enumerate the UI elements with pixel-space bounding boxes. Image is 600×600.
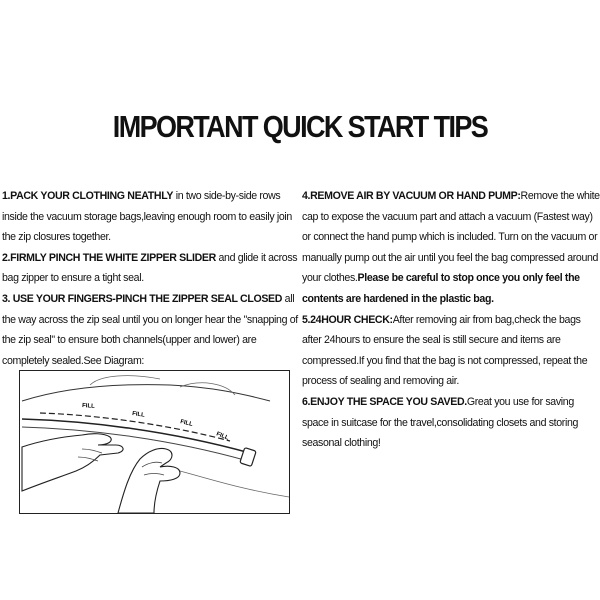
bag-bottom-edge [180,471,289,497]
tip-1-heading: 1.PACK YOUR CLOTHING NEATHLY [2,190,174,202]
instructions-left-column [2,186,298,371]
zipper-seal-diagram [19,370,290,514]
fill-label: FILL [215,431,230,442]
tip-2 [2,248,298,289]
right-hand-icon [118,448,180,513]
tip-2-text: and glide it across bag zipper to ensure a tight seal. [2,251,298,285]
tip-4-text: Remove the white cap to expose the vacuum part and attach a vacuum (Fastest way) or connect the hand pump which is included. Turn on the vacuum or manually pump out the air until you feel the bag compressed around your clothes. [302,190,600,285]
tip-3-heading: 3. USE YOUR FINGERS-PINCH THE ZIPPER SEAL CLOSED [2,292,283,305]
tip-4 [302,186,600,310]
tip-5-text: After removing air from bag,check the bags after 24hours to ensure the seal is still secure and items are compressed.If you find that the bag is not compressed, repeat the process of sealing and removing air. [302,313,588,388]
page-title: IMPORTANT QUICK START TIPS [112,110,488,144]
tip-3-text: all the way across the zip seal until you on longer hear the "snapping of the zip seal" to ensure both channels(upper and lower) are completely sealed.See Diagram: [2,292,298,367]
left-hand-icon [22,434,123,491]
zipper-seal-illustration [20,371,289,513]
tip-6-heading: 6.ENJOY THE SPACE YOU SAVED. [302,395,467,408]
tip-1 [2,186,298,248]
tip-6-text: Great you use for saving space in suitcase for the travel,consolidating closets and storing seasonal clothing! [302,395,579,450]
fill-label: FILL [179,419,194,429]
instructions-right-column [302,186,600,454]
fill-label: FILL [131,411,146,419]
tip-6 [302,392,600,454]
fill-label: FILL [81,403,95,410]
tip-2-heading: 2.FIRMLY PINCH THE WHITE ZIPPER SLIDER [2,251,216,264]
tip-4-warning: Please be careful to stop once you only feel the contents are hardened in the plastic bag. [302,272,580,305]
bag-fold-line [90,376,160,385]
tip-5-heading: 5.24HOUR CHECK: [302,313,393,326]
tip-5 [302,310,600,392]
tip-3 [2,289,298,371]
tip-4-heading: 4.REMOVE AIR BY VACUUM OR HAND PUMP: [302,190,521,202]
tip-1-text: in two side-by-side rows inside the vacuum storage bags,leaving enough room to easily join the zip closures together. [2,190,292,244]
